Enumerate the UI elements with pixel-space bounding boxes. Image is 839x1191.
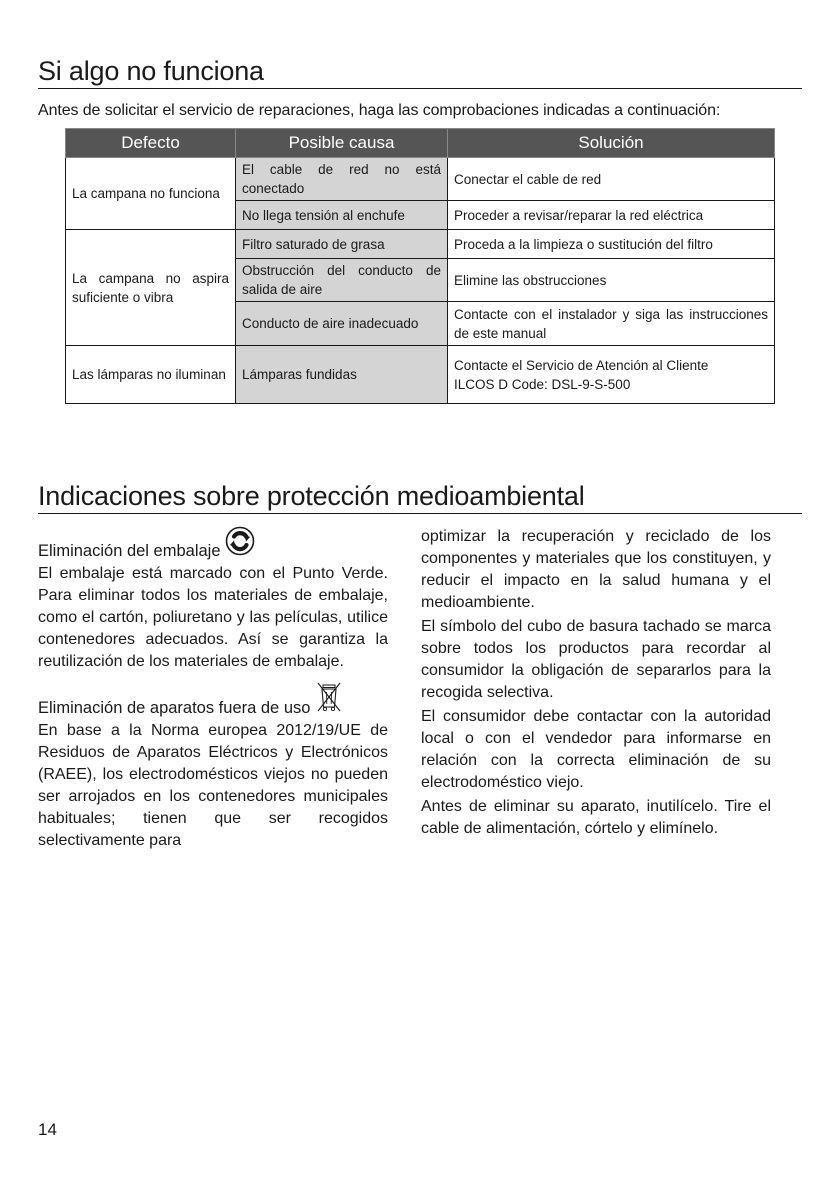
solution-cell: Proceda a la limpieza o sustitución del filtro (448, 230, 775, 259)
section-title-troubleshooting: Si algo no funciona (38, 55, 802, 89)
cause-cell: El cable de red no está conectado (236, 158, 448, 201)
solution-cell: Contacte con el instalador y siga las instrucciones de este manual (448, 302, 775, 346)
troubleshooting-table (65, 128, 775, 404)
cause-cell: No llega tensión al enchufe (236, 201, 448, 230)
page-number: 14 (38, 1120, 57, 1139)
crossed-bin-paragraph: El símbolo del cubo de basura tachado se marca sobre todos los productos para recordar al consumidor la obligación de separarlos para la recogida selectiva. (421, 618, 771, 701)
table-header-row (66, 129, 775, 158)
crossed-bin-icon (314, 681, 344, 720)
troubleshooting-intro: Antes de solicitar el servicio de reparaciones, haga las comprobaciones indicadas a continuación: (38, 102, 721, 119)
table-row (66, 158, 775, 201)
appliances-heading-row (38, 681, 388, 720)
cause-cell: Lámparas fundidas (236, 346, 448, 404)
appliances-heading: Eliminación de aparatos fuera de uso (38, 699, 311, 717)
cause-cell: Filtro saturado de grasa (236, 230, 448, 259)
solution-cell: Proceder a revisar/reparar la red eléctrica (448, 201, 775, 230)
defect-cell: La campana no aspira suficiente o vibra (66, 230, 236, 346)
cause-cell: Obstrucción del conducto de salida de aire (236, 259, 448, 302)
header-cause: Posible causa (236, 129, 448, 158)
table-row (66, 230, 775, 259)
green-dot-icon (225, 526, 255, 563)
cause-cell: Conducto de aire inadecuado (236, 302, 448, 346)
left-column (38, 526, 388, 852)
defect-cell: La campana no funciona (66, 158, 236, 230)
packaging-heading-row (38, 526, 388, 563)
solution-cell (448, 346, 775, 404)
appliances-paragraph-continued: optimizar la recuperación y reciclado de los componentes y materiales que los constituyen, y reducir el impacto en la salud humana y el medioambiente. (421, 528, 771, 611)
header-defect: Defecto (66, 129, 236, 158)
solution-line: Contacte el Servicio de Atención al Cliente (454, 357, 709, 373)
disable-appliance-paragraph: Antes de eliminar su aparato, inutilícelo. Tire el cable de alimentación, córtelo y elimínelo. (421, 798, 771, 837)
solution-line: ILCOS D Code: DSL-9-S-500 (454, 376, 631, 392)
appliances-paragraph: En base a la Norma europea 2012/19/UE de Residuos de Aparatos Eléctricos y Electrónicos (RAEE), los electrodomésticos viejos no pueden ser arrojados en los contenedores municipales habituales; tienen que ser recogidos selectivamente para (38, 722, 388, 849)
table-row (66, 346, 775, 404)
defect-cell: Las lámparas no iluminan (66, 346, 236, 404)
contact-authority-paragraph: El consumidor debe contactar con la autoridad local o con el vendedor para informarse en relación con la correcta eliminación de su electrodoméstico viejo. (421, 708, 771, 791)
packaging-heading: Eliminación del embalaje (38, 542, 221, 560)
solution-cell: Elimine las obstrucciones (448, 259, 775, 302)
solution-cell: Conectar el cable de red (448, 158, 775, 201)
right-column (421, 526, 771, 842)
header-solution: Solución (448, 129, 775, 158)
section-title-environment: Indicaciones sobre protección medioambiental (38, 480, 802, 514)
packaging-paragraph: El embalaje está marcado con el Punto Verde. Para eliminar todos los materiales de embalaje, como el cartón, poliuretano y las películas, utilice contenedores adecuados. Así se garantiza la reutilización de los materiales de embalaje. (38, 565, 388, 670)
